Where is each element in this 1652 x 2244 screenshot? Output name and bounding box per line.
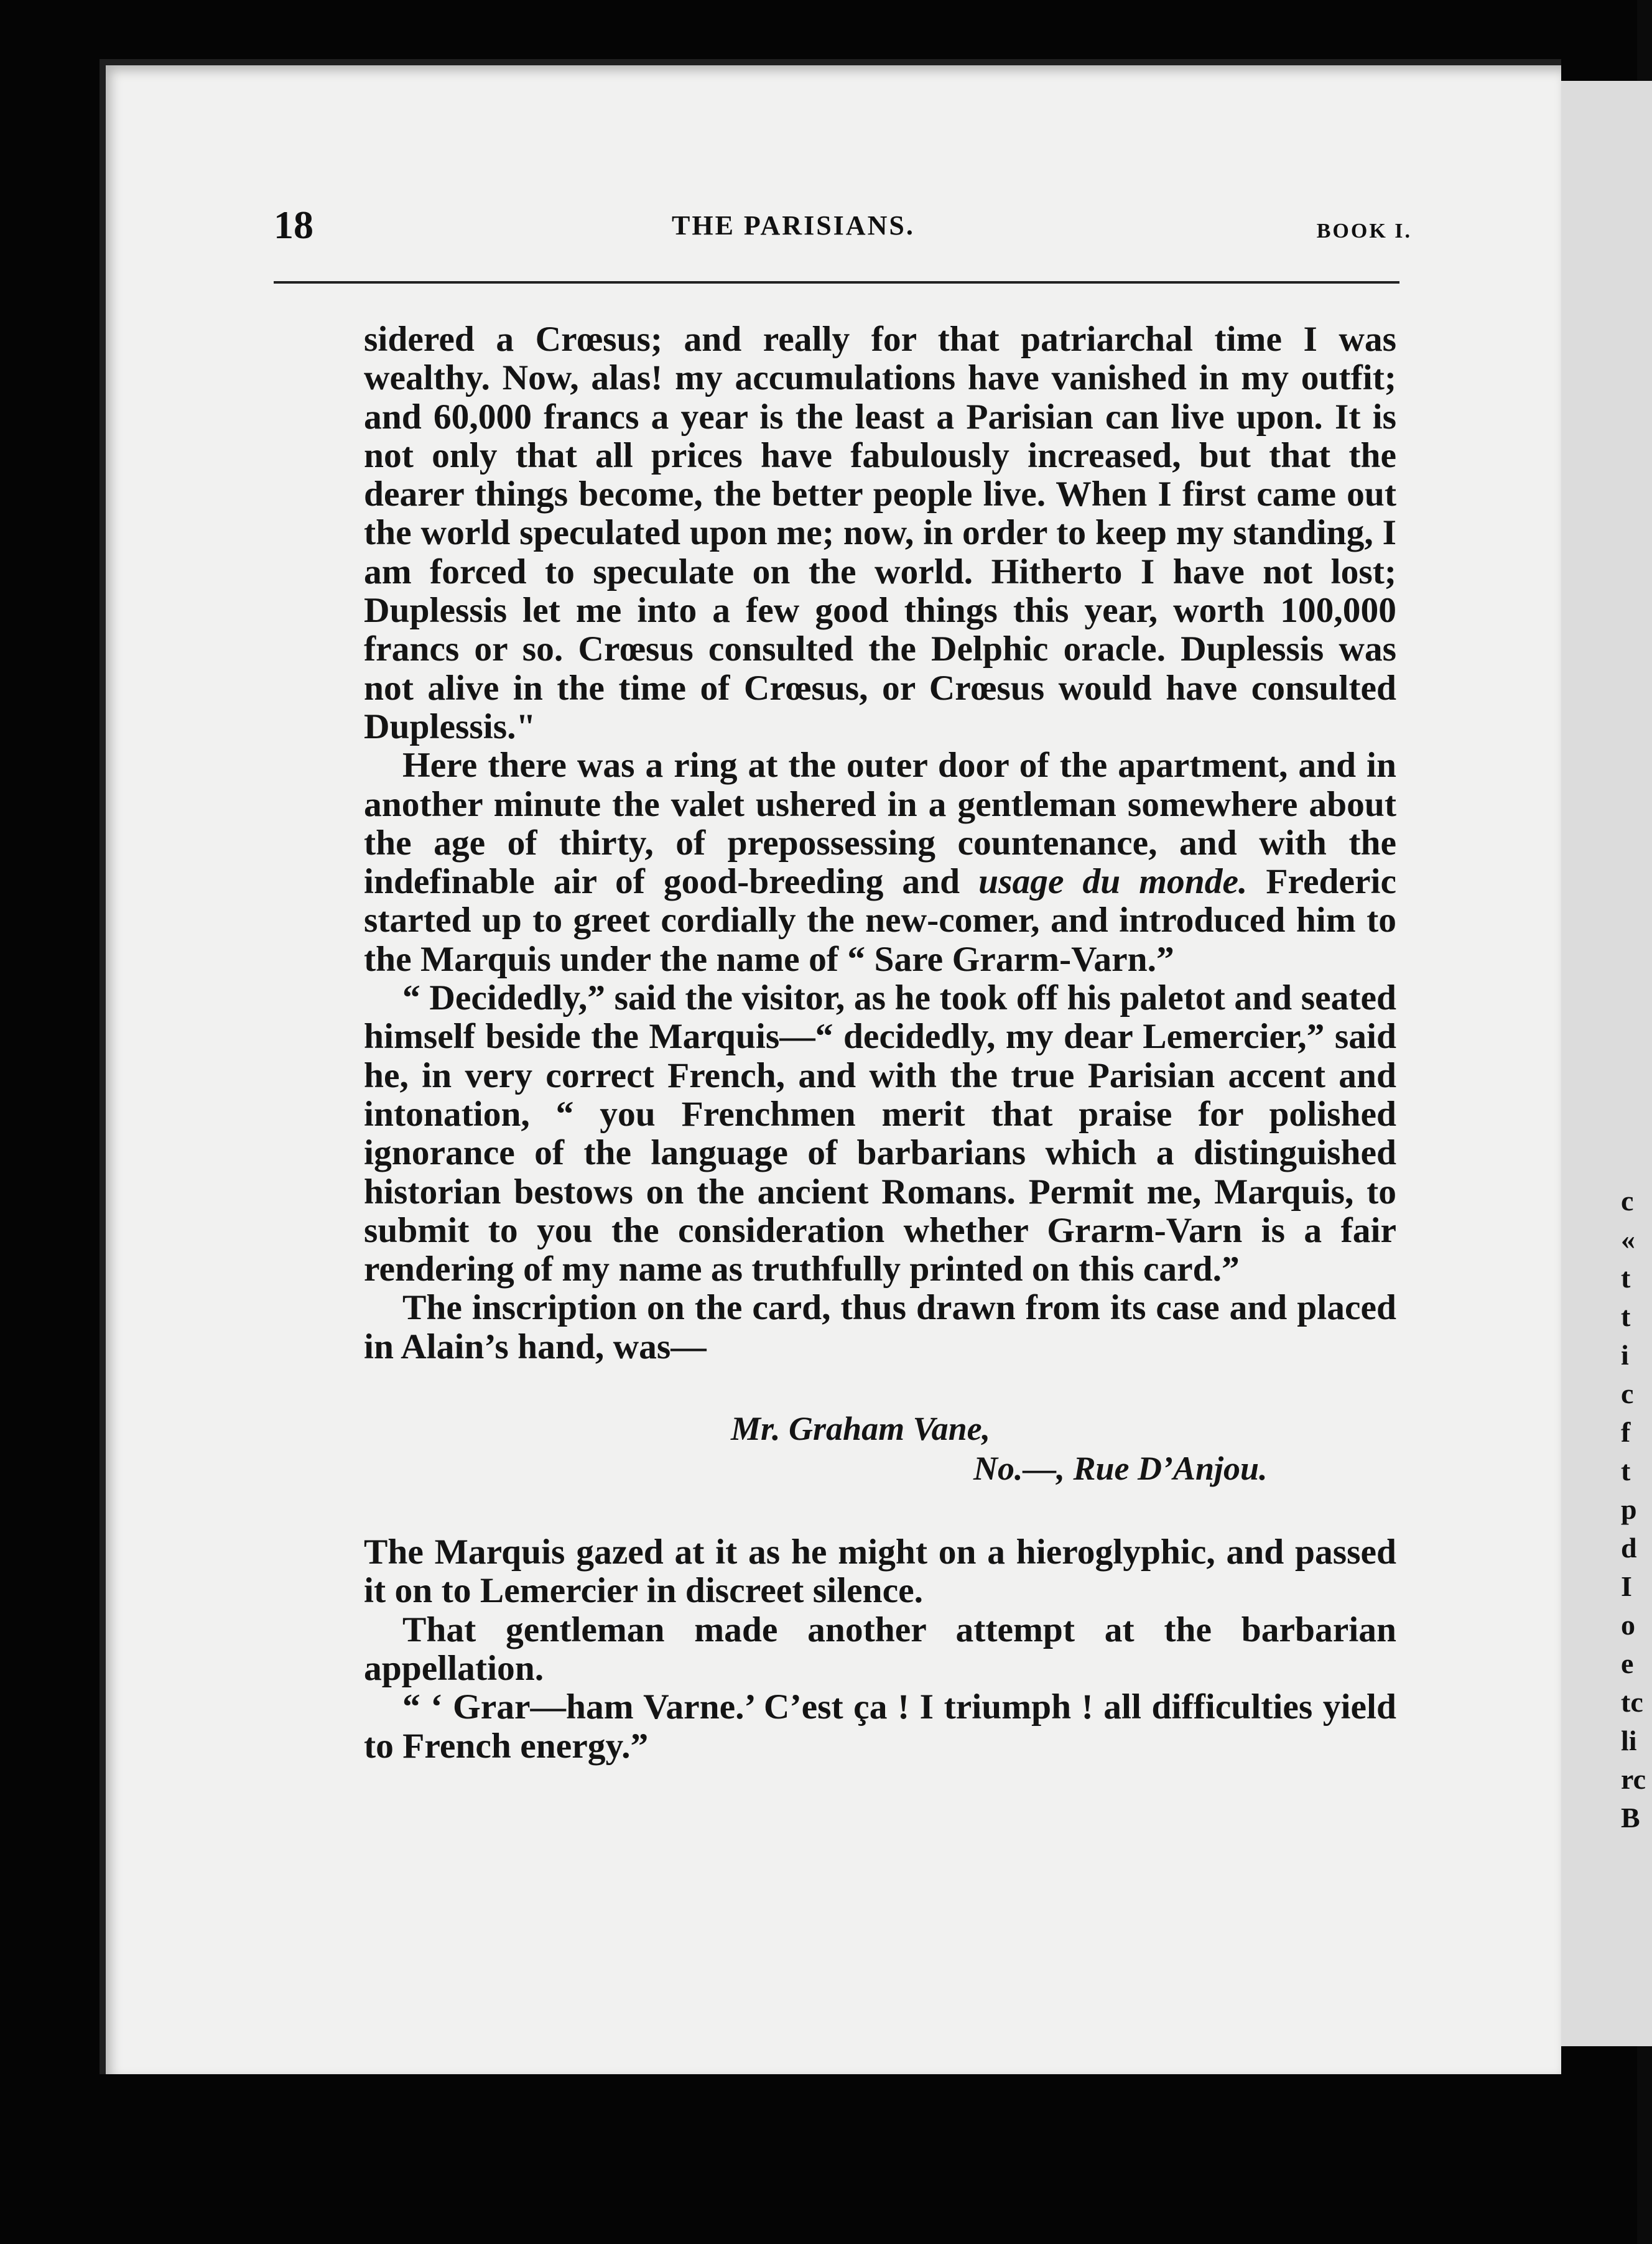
paragraph-1: sidered a Crœsus; and really for that patriarchal time I was wealthy. Now, alas! my accumulations have vanished in my outfit; and 60,000 francs a year is the least a Parisian can live upon. It is not only that all prices have fabulously increased, but that the dearer things become, the better people live. When I first came out the world speculated upon me; now, in order to keep my standing, I am forced to speculate on the world. Hitherto I have not lost; Duplessis let me into a few good things this year, worth 100,000 francs or so. Crœsus consulted the Delphic oracle. Duplessis was not alive in the time of Crœsus, or Crœsus would have consulted Duplessis." (364, 320, 1396, 746)
paragraph-3: “ Decidedly,” said the visitor, as he took off his paletot and seated himself beside the Marquis—“ decidedly, my dear Lemercier,” said he, in very correct French, and with the true Parisian accent and intonation, “ you Frenchmen merit that praise for polished ignorance of the language of barbarians which a distinguished historian bestows on the ancient Romans. Permit me, Marquis, to submit to you the consideration whether Grarm-Varn is a fair rendering of my name as truthfully printed on this card.” (364, 978, 1396, 1289)
facing-page-letters: c « t t i c f t p d I o e tc li rc B (1621, 1185, 1646, 1834)
page-number: 18 (274, 203, 313, 247)
paragraph-7: “ ‘ Grar—ham Varne.’ C’est ça ! I triumph ! all difficulties yield to French energy.” (364, 1687, 1396, 1766)
body-text (364, 320, 1396, 1766)
paragraph-5: The Marquis gazed at it as he might on a hieroglyphic, and passed it on to Lemercier in discreet silence. (364, 1532, 1396, 1611)
card-name: Mr. Graham Vane, (731, 1410, 991, 1448)
paragraph-2: Here there was a ring at the outer door of the apartment, and in another minute the valet ushered in a gentleman somewhere about the age of thirty, of prepossessing countenance, and with the indefinable air of good-breeding and usage du monde. Frederic started up to greet cordially the new-comer, and introduced him to the Marquis under the name of “ Sare Grarm-Varn.” (364, 746, 1396, 979)
header-rule (274, 281, 1399, 284)
card-address: No.—, Rue D’Anjou. (973, 1450, 1268, 1488)
italic-phrase: usage du monde. (978, 862, 1248, 902)
book-label: BOOK I. (1316, 220, 1412, 243)
card-inscription (364, 1409, 1396, 1488)
paragraph-6: That gentleman made another attempt at the barbarian appellation. (364, 1610, 1396, 1688)
paragraph-4: The inscription on the card, thus drawn from its case and placed in Alain’s hand, was— (364, 1288, 1396, 1366)
page-header (274, 202, 1412, 246)
running-title: THE PARISIANS. (672, 210, 915, 241)
